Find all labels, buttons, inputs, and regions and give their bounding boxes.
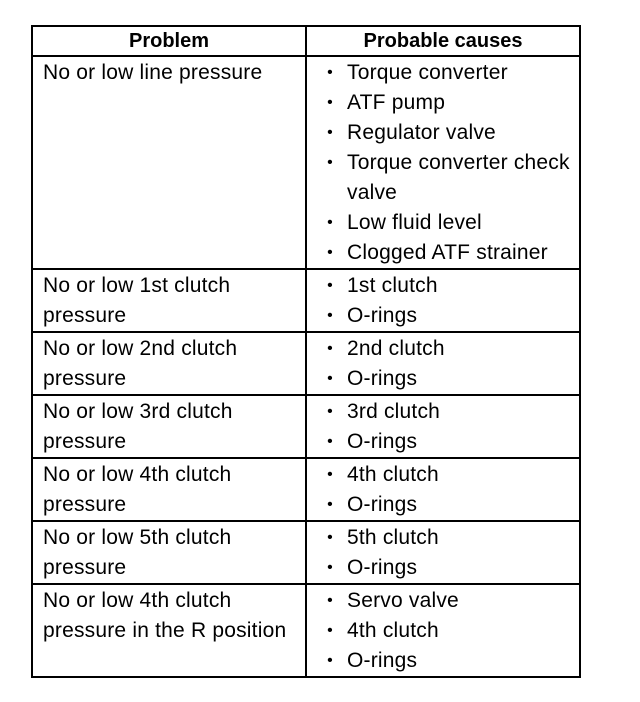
- bullet-icon: •: [327, 64, 333, 81]
- cause-text: Servo valve: [347, 589, 459, 612]
- causes-cell: [306, 269, 580, 332]
- cause-text: Clogged ATF strainer: [347, 241, 548, 264]
- problem-cell: No or low line pressure: [32, 56, 306, 269]
- cause-list: [321, 586, 575, 676]
- cause-item: [321, 523, 575, 553]
- cause-text: 3rd clutch: [347, 400, 441, 423]
- problem-cell: No or low 5th clutch pressure: [32, 521, 306, 584]
- cause-text: 4th clutch: [347, 463, 439, 486]
- cause-item: [321, 301, 575, 331]
- table-row: [32, 332, 580, 395]
- bullet-icon: •: [327, 124, 333, 141]
- causes-cell: [306, 332, 580, 395]
- cause-text: ATF pump: [347, 91, 446, 114]
- bullet-icon: •: [327, 622, 333, 639]
- cause-item: [321, 208, 575, 238]
- bullet-icon: •: [327, 244, 333, 261]
- causes-cell: [306, 584, 580, 677]
- causes-cell: [306, 395, 580, 458]
- problem-cell: No or low 4th clutch pressure: [32, 458, 306, 521]
- cause-item: [321, 148, 575, 208]
- bullet-icon: •: [327, 529, 333, 546]
- cause-item: [321, 427, 575, 457]
- cause-list: [321, 397, 575, 457]
- table-row: [32, 56, 580, 269]
- problem-cell: No or low 2nd clutch pressure: [32, 332, 306, 395]
- cause-list: [321, 271, 575, 331]
- problem-column-header: Problem: [32, 26, 306, 56]
- cause-text: 2nd clutch: [347, 337, 445, 360]
- cause-list: [321, 460, 575, 520]
- cause-item: [321, 553, 575, 583]
- bullet-icon: •: [327, 496, 333, 513]
- bullet-icon: •: [327, 403, 333, 420]
- causes-cell: [306, 458, 580, 521]
- bullet-icon: •: [327, 652, 333, 669]
- bullet-icon: •: [327, 277, 333, 294]
- table-row: [32, 458, 580, 521]
- cause-text: 5th clutch: [347, 526, 439, 549]
- bullet-icon: •: [327, 307, 333, 324]
- cause-text: 4th clutch: [347, 619, 439, 642]
- causes-column-header: Probable causes: [306, 26, 580, 56]
- cause-list: [321, 58, 575, 268]
- cause-text: O-rings: [347, 556, 418, 579]
- troubleshooting-table: [31, 25, 581, 678]
- cause-item: [321, 364, 575, 394]
- cause-item: [321, 586, 575, 616]
- cause-item: [321, 397, 575, 427]
- table-row: [32, 584, 580, 677]
- cause-item: [321, 460, 575, 490]
- problem-cell: No or low 1st clutch pressure: [32, 269, 306, 332]
- cause-text: O-rings: [347, 430, 418, 453]
- bullet-icon: •: [327, 94, 333, 111]
- problem-cell: No or low 3rd clutch pressure: [32, 395, 306, 458]
- cause-item: [321, 271, 575, 301]
- cause-list: [321, 523, 575, 583]
- bullet-icon: •: [327, 370, 333, 387]
- cause-text: O-rings: [347, 649, 418, 672]
- table-row: [32, 269, 580, 332]
- cause-text: O-rings: [347, 367, 418, 390]
- cause-item: [321, 646, 575, 676]
- table-header: [32, 26, 580, 56]
- bullet-icon: •: [327, 340, 333, 357]
- cause-list: [321, 334, 575, 394]
- cause-text: 1st clutch: [347, 274, 438, 297]
- cause-item: [321, 118, 575, 148]
- table-row: [32, 521, 580, 584]
- bullet-icon: •: [327, 466, 333, 483]
- cause-text: O-rings: [347, 304, 418, 327]
- cause-text: O-rings: [347, 493, 418, 516]
- cause-text: Low fluid level: [347, 211, 482, 234]
- bullet-icon: •: [327, 433, 333, 450]
- bullet-icon: •: [327, 154, 333, 171]
- problem-cell: No or low 4th clutch pressure in the R position: [32, 584, 306, 677]
- bullet-icon: •: [327, 592, 333, 609]
- causes-cell: [306, 56, 580, 269]
- cause-item: [321, 58, 575, 88]
- bullet-icon: •: [327, 214, 333, 231]
- causes-cell: [306, 521, 580, 584]
- cause-item: [321, 490, 575, 520]
- bullet-icon: •: [327, 559, 333, 576]
- cause-text: Torque converter: [347, 61, 508, 84]
- cause-item: [321, 88, 575, 118]
- cause-item: [321, 616, 575, 646]
- cause-item: [321, 334, 575, 364]
- table-row: [32, 395, 580, 458]
- cause-text: Regulator valve: [347, 121, 496, 144]
- cause-text: Torque converter check valve: [347, 151, 570, 204]
- header-row: [32, 26, 580, 56]
- table-body: [32, 56, 580, 677]
- cause-item: [321, 238, 575, 268]
